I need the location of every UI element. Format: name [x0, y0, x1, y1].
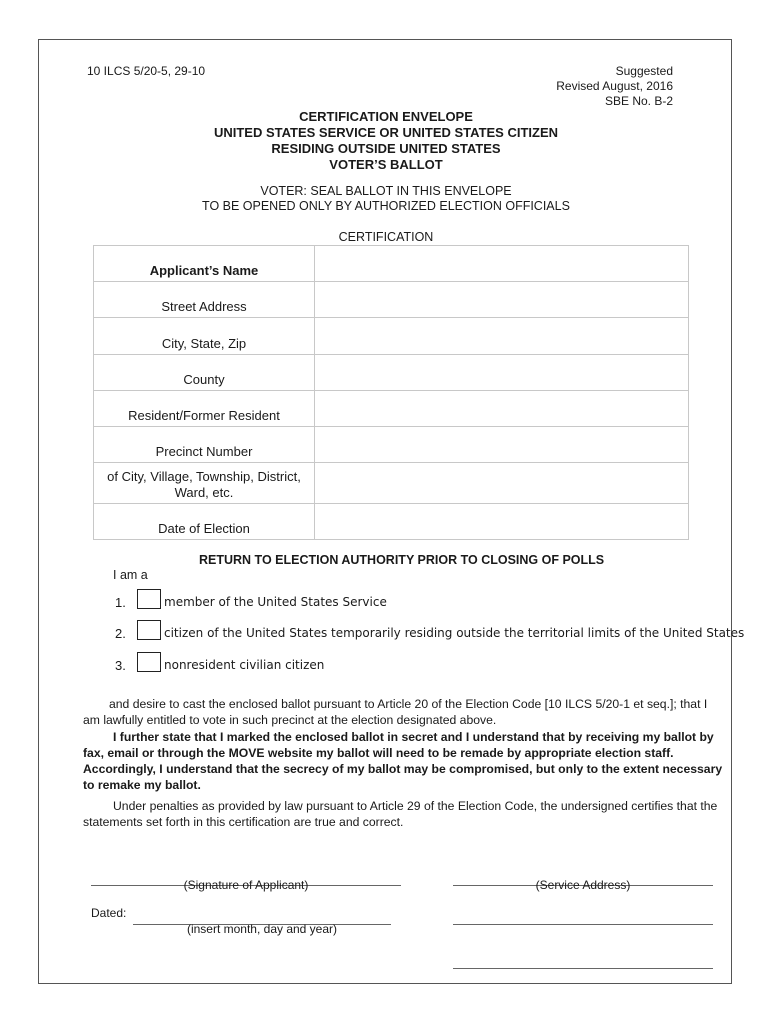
field-row-jurisdiction — [94, 463, 689, 504]
field-label-street-address: Street Address — [94, 282, 315, 318]
option-number: 2. — [115, 626, 126, 641]
field-value-applicant-name[interactable] — [315, 246, 689, 282]
service-address-label: (Service Address) — [535, 878, 631, 892]
option-service-member — [115, 589, 715, 613]
date-hint: (insert month, day and year) — [186, 922, 338, 936]
option-nonresident-civilian — [115, 652, 715, 676]
field-value-street-address[interactable] — [315, 282, 689, 318]
field-value-county[interactable] — [315, 355, 689, 391]
field-label-precinct-number: Precinct Number — [94, 427, 315, 463]
voter-notice-line-2: TO BE OPENED ONLY BY AUTHORIZED ELECTION OFFICIALS — [202, 199, 570, 213]
option-text: nonresident civilian citizen — [164, 658, 325, 672]
field-label-city-state-zip: City, State, Zip — [94, 318, 315, 355]
field-row-city-state-zip — [94, 318, 689, 355]
paragraph-secrecy-statement: I further state that I marked the enclosed ballot in secret and I understand that by receiving my ballot by fax, email or through the MOVE website my ballot will need to be remade by appropriate election staff. Accordingly, I understand that the secrecy of my ballot may be compromised, but only to the extent necessary to remake my ballot. — [83, 730, 723, 792]
service-address-line-2[interactable] — [453, 906, 713, 925]
title-line-3: RESIDING OUTSIDE UNITED STATES — [271, 141, 501, 156]
field-value-jurisdiction[interactable] — [315, 463, 689, 504]
field-label-applicant-name: Applicant’s Name — [94, 246, 315, 282]
citizen-abroad-checkbox[interactable] — [137, 620, 161, 640]
title-line-4: VOTER’S BALLOT — [329, 157, 443, 172]
voter-notice-line-1: VOTER: SEAL BALLOT IN THIS ENVELOPE — [260, 184, 512, 198]
option-number: 3. — [115, 658, 126, 673]
suggested-label: Suggested — [615, 64, 673, 78]
field-label-resident: Resident/Former Resident — [94, 391, 315, 427]
field-label-date-of-election: Date of Election — [94, 504, 315, 540]
field-value-resident[interactable] — [315, 391, 689, 427]
form-revision-info — [556, 64, 673, 109]
form-page — [38, 39, 745, 984]
field-value-city-state-zip[interactable] — [315, 318, 689, 355]
field-row-street-address — [94, 282, 689, 318]
voter-notice — [39, 184, 733, 214]
field-label-county: County — [94, 355, 315, 391]
option-text: member of the United States Service — [164, 595, 387, 609]
paragraph-penalties: Under penalties as provided by law pursuant to Article 29 of the Election Code, the undersigned certifies that the statements set forth in this certification are true and correct. — [83, 799, 718, 829]
field-row-precinct-number — [94, 427, 689, 463]
i-am-a-label: I am a — [113, 568, 148, 582]
certification-table — [93, 245, 689, 540]
field-row-county — [94, 355, 689, 391]
statute-reference: 10 ILCS 5/20-5, 29-10 — [87, 64, 206, 78]
form-number: SBE No. B-2 — [604, 94, 673, 108]
dated-label: Dated: — [91, 906, 127, 920]
service-member-checkbox[interactable] — [137, 589, 161, 609]
option-citizen-abroad — [115, 620, 745, 644]
paragraph-desire-to-cast: and desire to cast the enclosed ballot pursuant to Article 20 of the Election Code [10 ILCS 5/20-1 et seq.]; that I am lawfully entitled to vote in such precinct at the election designated above. — [83, 697, 708, 727]
service-address-line-3[interactable] — [453, 950, 713, 969]
option-number: 1. — [115, 595, 126, 610]
field-row-applicant-name — [94, 246, 689, 282]
field-row-resident — [94, 391, 689, 427]
field-value-date-of-election[interactable] — [315, 504, 689, 540]
return-notice: RETURN TO ELECTION AUTHORITY PRIOR TO CLOSING OF POLLS — [199, 553, 605, 567]
signature-label: (Signature of Applicant) — [183, 878, 309, 892]
certification-heading: CERTIFICATION — [338, 230, 434, 244]
field-label-jurisdiction: of City, Village, Township, District, Ward, etc. — [94, 463, 315, 504]
field-value-precinct-number[interactable] — [315, 427, 689, 463]
nonresident-civilian-checkbox[interactable] — [137, 652, 161, 672]
form-title — [39, 109, 733, 173]
title-line-1: CERTIFICATION ENVELOPE — [299, 109, 473, 124]
field-row-date-of-election — [94, 504, 689, 540]
option-text: citizen of the United States temporarily residing outside the territorial limits of the United States — [164, 626, 745, 640]
revised-date: Revised August, 2016 — [556, 79, 673, 93]
title-line-2: UNITED STATES SERVICE OR UNITED STATES CITIZEN — [213, 125, 559, 140]
